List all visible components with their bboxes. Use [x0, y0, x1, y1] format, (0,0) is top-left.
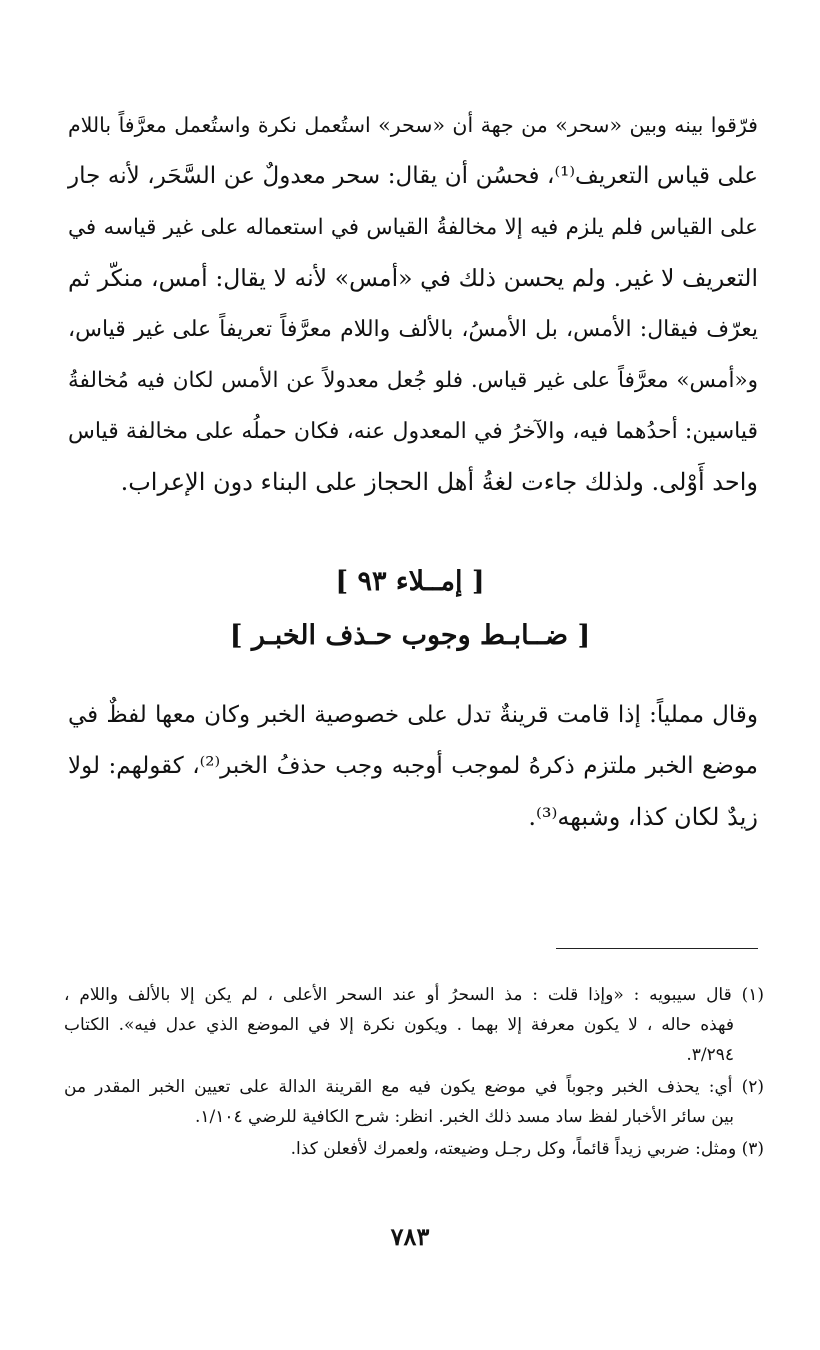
paragraph-main [68, 100, 758, 508]
text-line: زيدٌ لكان كذا، وشبهه⁽³⁾. [528, 803, 758, 831]
footnote-line: ٣/٢٩٤. [686, 1045, 734, 1065]
footnote-line: (٣) ومثل: ضربي زيداً قائماً، وكل رجـل وضيعته، ولعمرك لأفعلن كذا. [290, 1139, 764, 1159]
text-line: قياسين: أحدُهما فيه، والآخرُ في المعدول عنه، فكان حملُه على مخالفة قياس [68, 419, 758, 444]
page-number: ٧٨٣ [390, 1222, 430, 1251]
footnote-line: فهذه حاله ، لا يكون معرفة إلا بهما . ويكون نكرة إلا في الموضع الذي عدل فيه». الكتاب [64, 1015, 734, 1035]
text-line: فرّقوا بينه وبين «سحر» من جهة أن «سحر» استُعمل نكرة واستُعمل معرَّفاً باللام [68, 113, 758, 137]
footnote-line: (١) قال سيبويه : «وإذا قلت : مذ السحرُ أو عند السحر الأعلى ، لم يكن إلا بالألف واللام ، [64, 985, 764, 1005]
text-line: يعرّف فيقال: الأمس، بل الأمسُ، بالألف واللام معرَّفاً تعريفاً على غير قياس، [68, 317, 758, 342]
footnote-1 [64, 980, 764, 1070]
footnote-divider [556, 948, 758, 949]
footnote-line: بين سائر الأخبار لفظ ساد مسد ذلك الخبر. انظر: شرح الكافية للرضي ١/١٠٤. [194, 1107, 734, 1127]
text-line: واحد أَوْلى. ولذلك جاءت لغةُ أهل الحجاز على البناء دون الإعراب. [120, 468, 758, 496]
text-line: و«أمس» معرَّفاً على غير قياس. فلو جُعل معدولاً عن الأمس لكان فيه مُخالفةُ [68, 368, 758, 393]
text-line: التعريف لا غير. ولم يحسن ذلك في «أمس» لأنه لا يقال: أمس، منكّر ثم [68, 264, 758, 292]
text-line: وقال مملياً: إذا قامت قرينةٌ تدل على خصوصية الخبر وكان معها لفظٌ في [68, 702, 758, 728]
paragraph-dictation [68, 690, 758, 843]
footnotes [64, 980, 764, 1166]
section-title-heading: [ ضــابـط وجوب حـذف الخبـر ] [229, 620, 591, 651]
text-line: على القياس فلم يلزم فيه إلا مخالفةُ القياس في استعماله على غير قياسه في [68, 215, 758, 240]
footnote-3 [64, 1134, 764, 1164]
text-line: على قياس التعريف⁽¹⁾، فحسُن أن يقال: سحر معدولٌ عن السَّحَر، لأنه جار [68, 163, 758, 189]
section-number-heading: [ إمــلاء ٩٣ ] [335, 566, 485, 597]
text-line: موضع الخبر ملتزم ذكرهُ لموجب أوجبه وجب حذفُ الخبر⁽²⁾، كقولهم: لولا [68, 753, 758, 779]
footnote-2 [64, 1072, 764, 1132]
footnote-line: (٢) أي: يحذف الخبر وجوباً في موضع يكون فيه مع القرينة الدالة على تعيين الخبر المقدر من [64, 1077, 764, 1097]
